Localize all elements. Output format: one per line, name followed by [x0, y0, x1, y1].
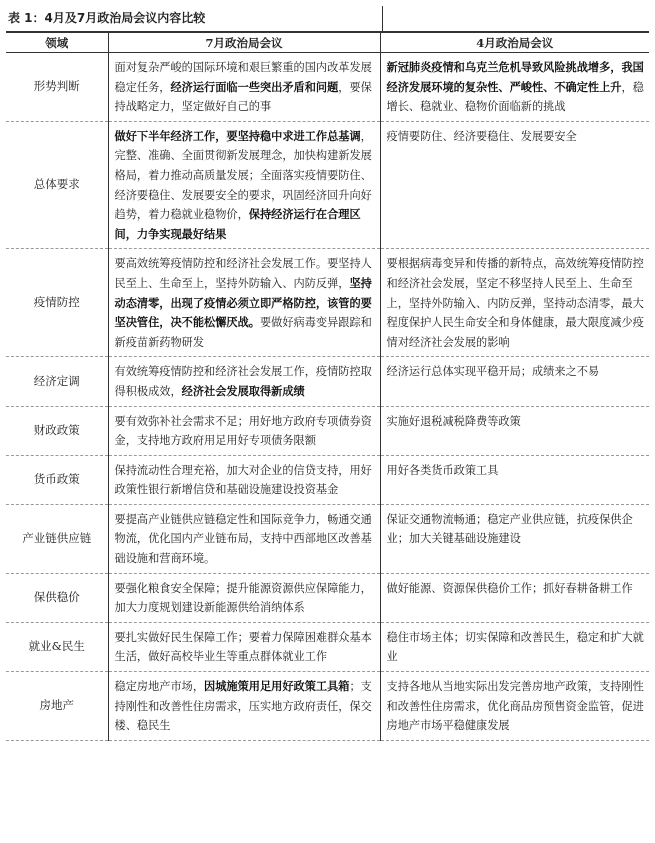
- area-cell: 产业链供应链: [6, 504, 108, 573]
- july-cell: [108, 504, 380, 573]
- text: 要高效统筹疫情防控和经济社会发展工作。要坚持人民至上、生命至上，坚持外防输入、内防反弹，: [114, 257, 372, 290]
- bold-text: 因城施策用足用好政策工具箱: [204, 679, 350, 694]
- table-row: [6, 504, 649, 573]
- april-cell: [380, 249, 649, 357]
- table-row: [6, 357, 649, 406]
- text: 保持流动性合理充裕，加大对企业的信贷支持，用好政策性银行新增信贷和基础设施建设投资基金: [114, 463, 372, 497]
- table-row: [6, 121, 649, 249]
- area-cell: 总体要求: [6, 121, 108, 249]
- text: 实施好退税减税降费等政策: [386, 414, 521, 428]
- table-row: [6, 249, 649, 357]
- april-cell: [380, 455, 649, 504]
- july-cell: [108, 53, 380, 122]
- table-row: [6, 406, 649, 455]
- bold-text: 坚持动态清零，出现了疫情必须立即严格防控，该管的要坚决管住，决不能松懈厌战。: [114, 275, 372, 330]
- text: 有效统筹疫情防控和经济社会发展工作，疫情防控取得积极成效，: [114, 365, 372, 398]
- text: 要强化粮食安全保障；提升能源资源供应保障能力，加大力度规划建设新能源供给消纳体系: [114, 581, 372, 615]
- july-cell: [108, 121, 380, 249]
- table-row: [6, 672, 649, 741]
- table-row: [6, 53, 649, 122]
- bold-text: 做好下半年经济工作，要坚持稳中求进工作总基调: [114, 128, 361, 143]
- text: 疫情要防住、经济要稳住、发展要安全: [386, 129, 577, 143]
- text: 要有效弥补社会需求不足；用好地方政府专项债券资金，支持地方政府用足用好专项债务限额: [114, 414, 372, 448]
- text: 做好能源、资源保供稳价工作；抓好春耕备耕工作: [386, 581, 633, 595]
- text: 要扎实做好民生保障工作；要着力保障困难群众基本生活，做好高校毕业生等重点群体就业工作: [114, 630, 372, 664]
- comparison-table: [6, 33, 649, 741]
- text: ，要保持战略定力，坚定做好自己的事: [114, 80, 372, 114]
- title-spacer: [382, 6, 649, 31]
- july-cell: [108, 357, 380, 406]
- table-row: [6, 455, 649, 504]
- april-cell: [380, 672, 649, 741]
- header-july: 7月政治局会议: [108, 33, 380, 53]
- april-cell: [380, 406, 649, 455]
- table-body: [6, 53, 649, 741]
- bold-text: 保持经济运行在合理区间，力争实现最好结果: [114, 207, 361, 241]
- text: 保证交通物流畅通；稳定产业供应链，抗疫保供企业；加大关键基础设施建设: [386, 512, 633, 546]
- title-row: [6, 6, 649, 33]
- area-cell: 经济定调: [6, 357, 108, 406]
- bold-text: 经济社会发展取得新成绩: [181, 383, 305, 398]
- area-cell: 疫情防控: [6, 249, 108, 357]
- header-area: 领域: [6, 33, 108, 53]
- bold-text: 经济运行面临一些突出矛盾和问题: [170, 79, 339, 94]
- text: 要提高产业链供应链稳定性和国际竞争力，畅通交通物流，优化国内产业链布局，支持中西部地区改善基础设施和营商环境。: [114, 512, 372, 566]
- july-cell: [108, 672, 380, 741]
- april-cell: [380, 121, 649, 249]
- text: ，稳增长、稳就业、稳物价面临新的挑战: [386, 80, 644, 114]
- july-cell: [108, 573, 380, 622]
- text: 稳住市场主体；切实保障和改善民生，稳定和扩大就业: [386, 630, 644, 664]
- table-row: [6, 573, 649, 622]
- header-april: 4月政治局会议: [380, 33, 649, 53]
- july-cell: [108, 455, 380, 504]
- july-cell: [108, 406, 380, 455]
- text: 支持各地从当地实际出发完善房地产政策，支持刚性和改善性住房需求，优化商品房预售资金监管，促进房地产市场平稳健康发展: [386, 680, 644, 733]
- april-cell: [380, 357, 649, 406]
- text: 经济运行总体实现平稳开局；成绩来之不易: [386, 365, 600, 379]
- table-row: [6, 622, 649, 671]
- april-cell: [380, 622, 649, 671]
- area-cell: 就业&民生: [6, 622, 108, 671]
- area-cell: 保供稳价: [6, 573, 108, 622]
- april-cell: [380, 53, 649, 122]
- april-cell: [380, 504, 649, 573]
- area-cell: 形势判断: [6, 53, 108, 122]
- july-cell: [108, 622, 380, 671]
- text: 用好各类货币政策工具: [386, 463, 499, 477]
- area-cell: 房地产: [6, 672, 108, 741]
- bold-text: 新冠肺炎疫情和乌克兰危机导致风险挑战增多，我国经济发展环境的复杂性、严峻性、不确定性上升: [386, 60, 644, 94]
- header-row: [6, 33, 649, 53]
- area-cell: 货币政策: [6, 455, 108, 504]
- text: 面对复杂严峻的国际环境和艰巨繁重的国内改革发展稳定任务，: [114, 61, 372, 94]
- comparison-document: [6, 6, 649, 741]
- text: 要做好病毒变异跟踪和新疫苗新药物研发: [114, 316, 372, 349]
- table-title: 表 1：4月及7月政治局会议内容比较: [8, 11, 206, 25]
- text: ；支持刚性和改善性住房需求，压实地方政府责任，保交楼、稳民生: [114, 680, 372, 733]
- text: 稳定房地产市场，: [114, 680, 205, 694]
- text: 要根据病毒变异和传播的新特点，高效统筹疫情防控和经济社会发展，坚定不移坚持人民至上、生命至上，坚持外防输入、内防反弹，坚持动态清零，最大程度保护人民生命安全和身体健康，最大限度减少疫情对经济社会发展的影响: [386, 257, 644, 349]
- area-cell: 财政政策: [6, 406, 108, 455]
- text: ，完整、准确、全面贯彻新发展理念，加快构建新发展格局，着力推动高质量发展；全面落实疫情要防住、经济要稳住、发展要安全的要求，巩固经济回升向好趋势，着力稳就业稳物价，: [114, 129, 372, 222]
- july-cell: [108, 249, 380, 357]
- april-cell: [380, 573, 649, 622]
